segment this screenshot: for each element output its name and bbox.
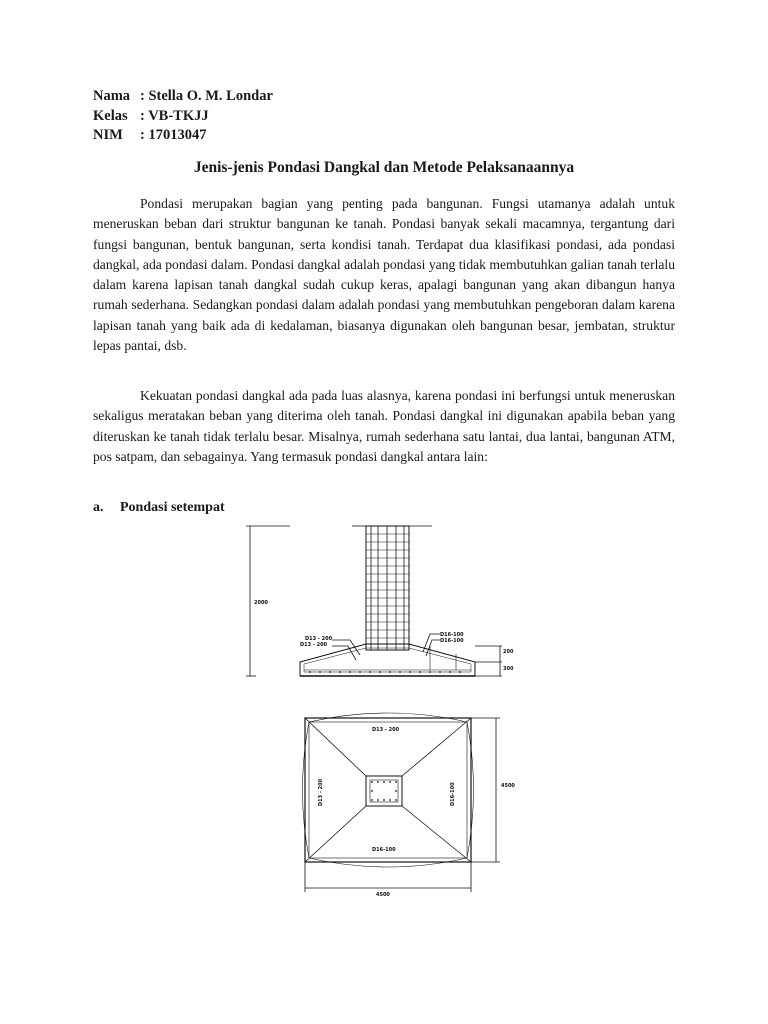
section-drawing	[246, 526, 502, 676]
plan-right-rebar: D16-100	[450, 782, 456, 806]
section-right-rebar-2: D16-100	[440, 638, 464, 644]
plan-dim-right: 4500	[501, 783, 515, 789]
document-title: Jenis-jenis Pondasi Dangkal dan Metode Pelaksanaannya	[193, 159, 575, 176]
section-left-rebar-2: D13 - 200	[300, 642, 328, 648]
paragraph-intro: Pondasi merupakan bagian yang penting pada bangunan. Fungsi utamanya adalah untuk meneruskan beban dari struktur bangunan ke tanah. Pondasi banyak sekali macamnya, tergantung dari fungsi bangunan, bentuk bangunan, serta kondisi tanah. Terdapat dua klasifikasi pondasi, ada pondasi dangkal, ada pondasi dalam. Pondasi dangkal adalah pondasi yang tidak membutuhkan galian tanah terlalu dalam karena lapisan tanah dangkal sudah cukup keras, apalagi bangunan yang akan dibangun hanya rumah sederhana. Sedangkan pondasi dalam adalah pondasi yang membutuhkan pengeboran dalam karena lapisan tanah yang baik ada di kedalaman, biasanya digunakan oleh bangunan besar, jembatan, struktur lepas pantai, dsb.	[93, 196, 675, 354]
info-value: : VB-TKJJ	[140, 107, 209, 124]
plan-dim-bottom: 4500	[376, 892, 390, 898]
info-label: NIM	[93, 127, 123, 143]
plan-left-rebar: D13 - 200	[318, 778, 324, 806]
info-label: Nama	[93, 88, 131, 104]
paragraph-shallow-foundation: Kekuatan pondasi dangkal ada pada luas alasnya, karena pondasi ini berfungsi untuk meneruskan sekaligus meratakan beban yang diterima oleh tanah. Pondasi dangkal ini digunakan apabila beban yang diteruskan ke tanah tidak terlalu besar. Misalnya, rumah sederhana satu lantai, dua lantai, bangunan ATM, pos satpam, dan sebagainya. Yang termasuk pondasi dangkal antara lain:	[93, 388, 675, 464]
info-label: Kelas	[93, 107, 128, 124]
plan-drawing	[303, 713, 501, 892]
section-right-rebar-1: D16-100	[440, 632, 464, 638]
section-left-rebar-1: D13 - 200	[305, 636, 333, 642]
plan-bottom-rebar: D16-100	[372, 847, 396, 853]
plan-top-rebar: D13 - 200	[372, 727, 400, 733]
info-value: : 17013047	[140, 127, 207, 143]
section-dim-bottom: 300	[503, 666, 514, 672]
section-letter: a.	[93, 500, 104, 515]
section-label: Pondasi setempat	[120, 500, 225, 515]
section-height-dim: 2000	[254, 600, 268, 606]
info-value: : Stella O. M. Londar	[140, 88, 273, 104]
section-dim-top: 200	[503, 649, 514, 655]
